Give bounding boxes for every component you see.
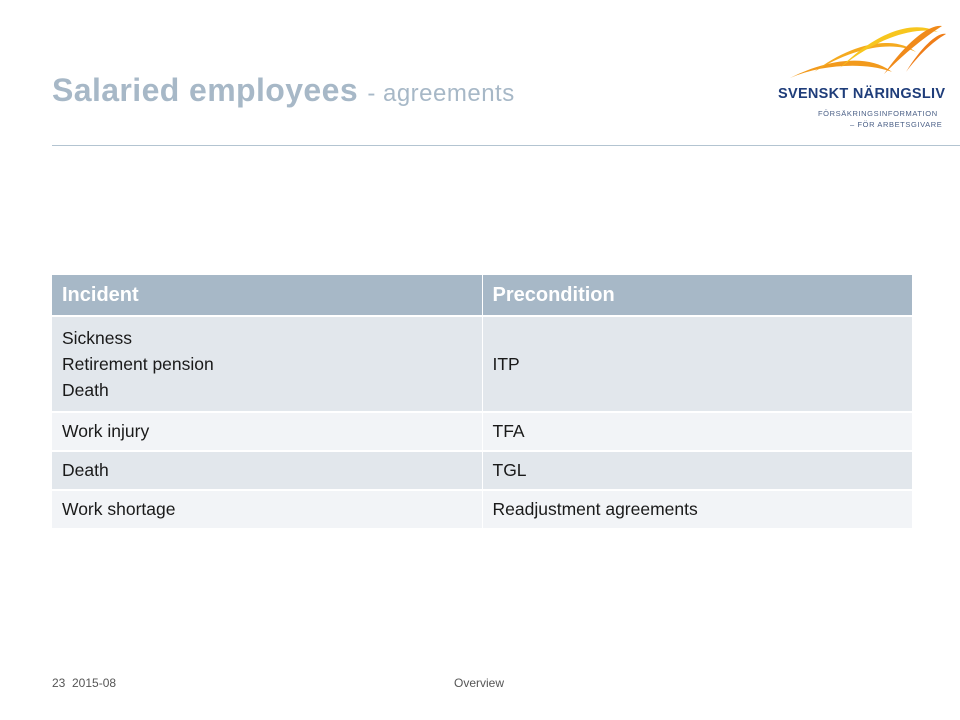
table-header-row (52, 275, 912, 316)
incident-cell (52, 316, 482, 412)
logo-name: SVENSKT NÄRINGSLIV (778, 86, 946, 102)
title-divider (52, 145, 960, 146)
incident-text: Retirement pension (62, 353, 214, 374)
footer-section-label: Overview (454, 676, 505, 690)
logo-wing-icon (788, 22, 948, 84)
footer-page-number: 23 (52, 676, 66, 690)
incident-text: Death (62, 460, 109, 481)
incident-text: Work shortage (62, 499, 176, 520)
table-row (52, 451, 912, 490)
precondition-cell: ITP (482, 316, 912, 412)
slide-title (52, 72, 515, 109)
table-row (52, 490, 912, 528)
table-row (52, 316, 912, 412)
precondition-cell: Readjustment agreements (482, 490, 912, 528)
header-precondition: Precondition (482, 275, 912, 316)
incident-cell (52, 412, 482, 451)
agreements-table (52, 275, 912, 528)
incident-text: Work injury (62, 421, 150, 442)
svenskt-naringsliv-logo (760, 22, 956, 134)
table-row (52, 412, 912, 451)
incident-cell (52, 451, 482, 490)
logo-tagline-1: FÖRSÄKRINGSINFORMATION (818, 109, 938, 118)
footer-date: 2015-08 (72, 676, 117, 690)
slide-subtitle: - agreements (367, 80, 515, 107)
precondition-cell: TGL (482, 451, 912, 490)
incident-text: Sickness (62, 327, 133, 348)
header-incident: Incident (52, 275, 482, 316)
precondition-cell: TFA (482, 412, 912, 451)
incident-cell (52, 490, 482, 528)
logo-tagline-2: – FÖR ARBETSGIVARE (850, 120, 943, 129)
slide-title-main: Salaried employees (52, 72, 359, 108)
incident-text: Death (62, 380, 109, 401)
